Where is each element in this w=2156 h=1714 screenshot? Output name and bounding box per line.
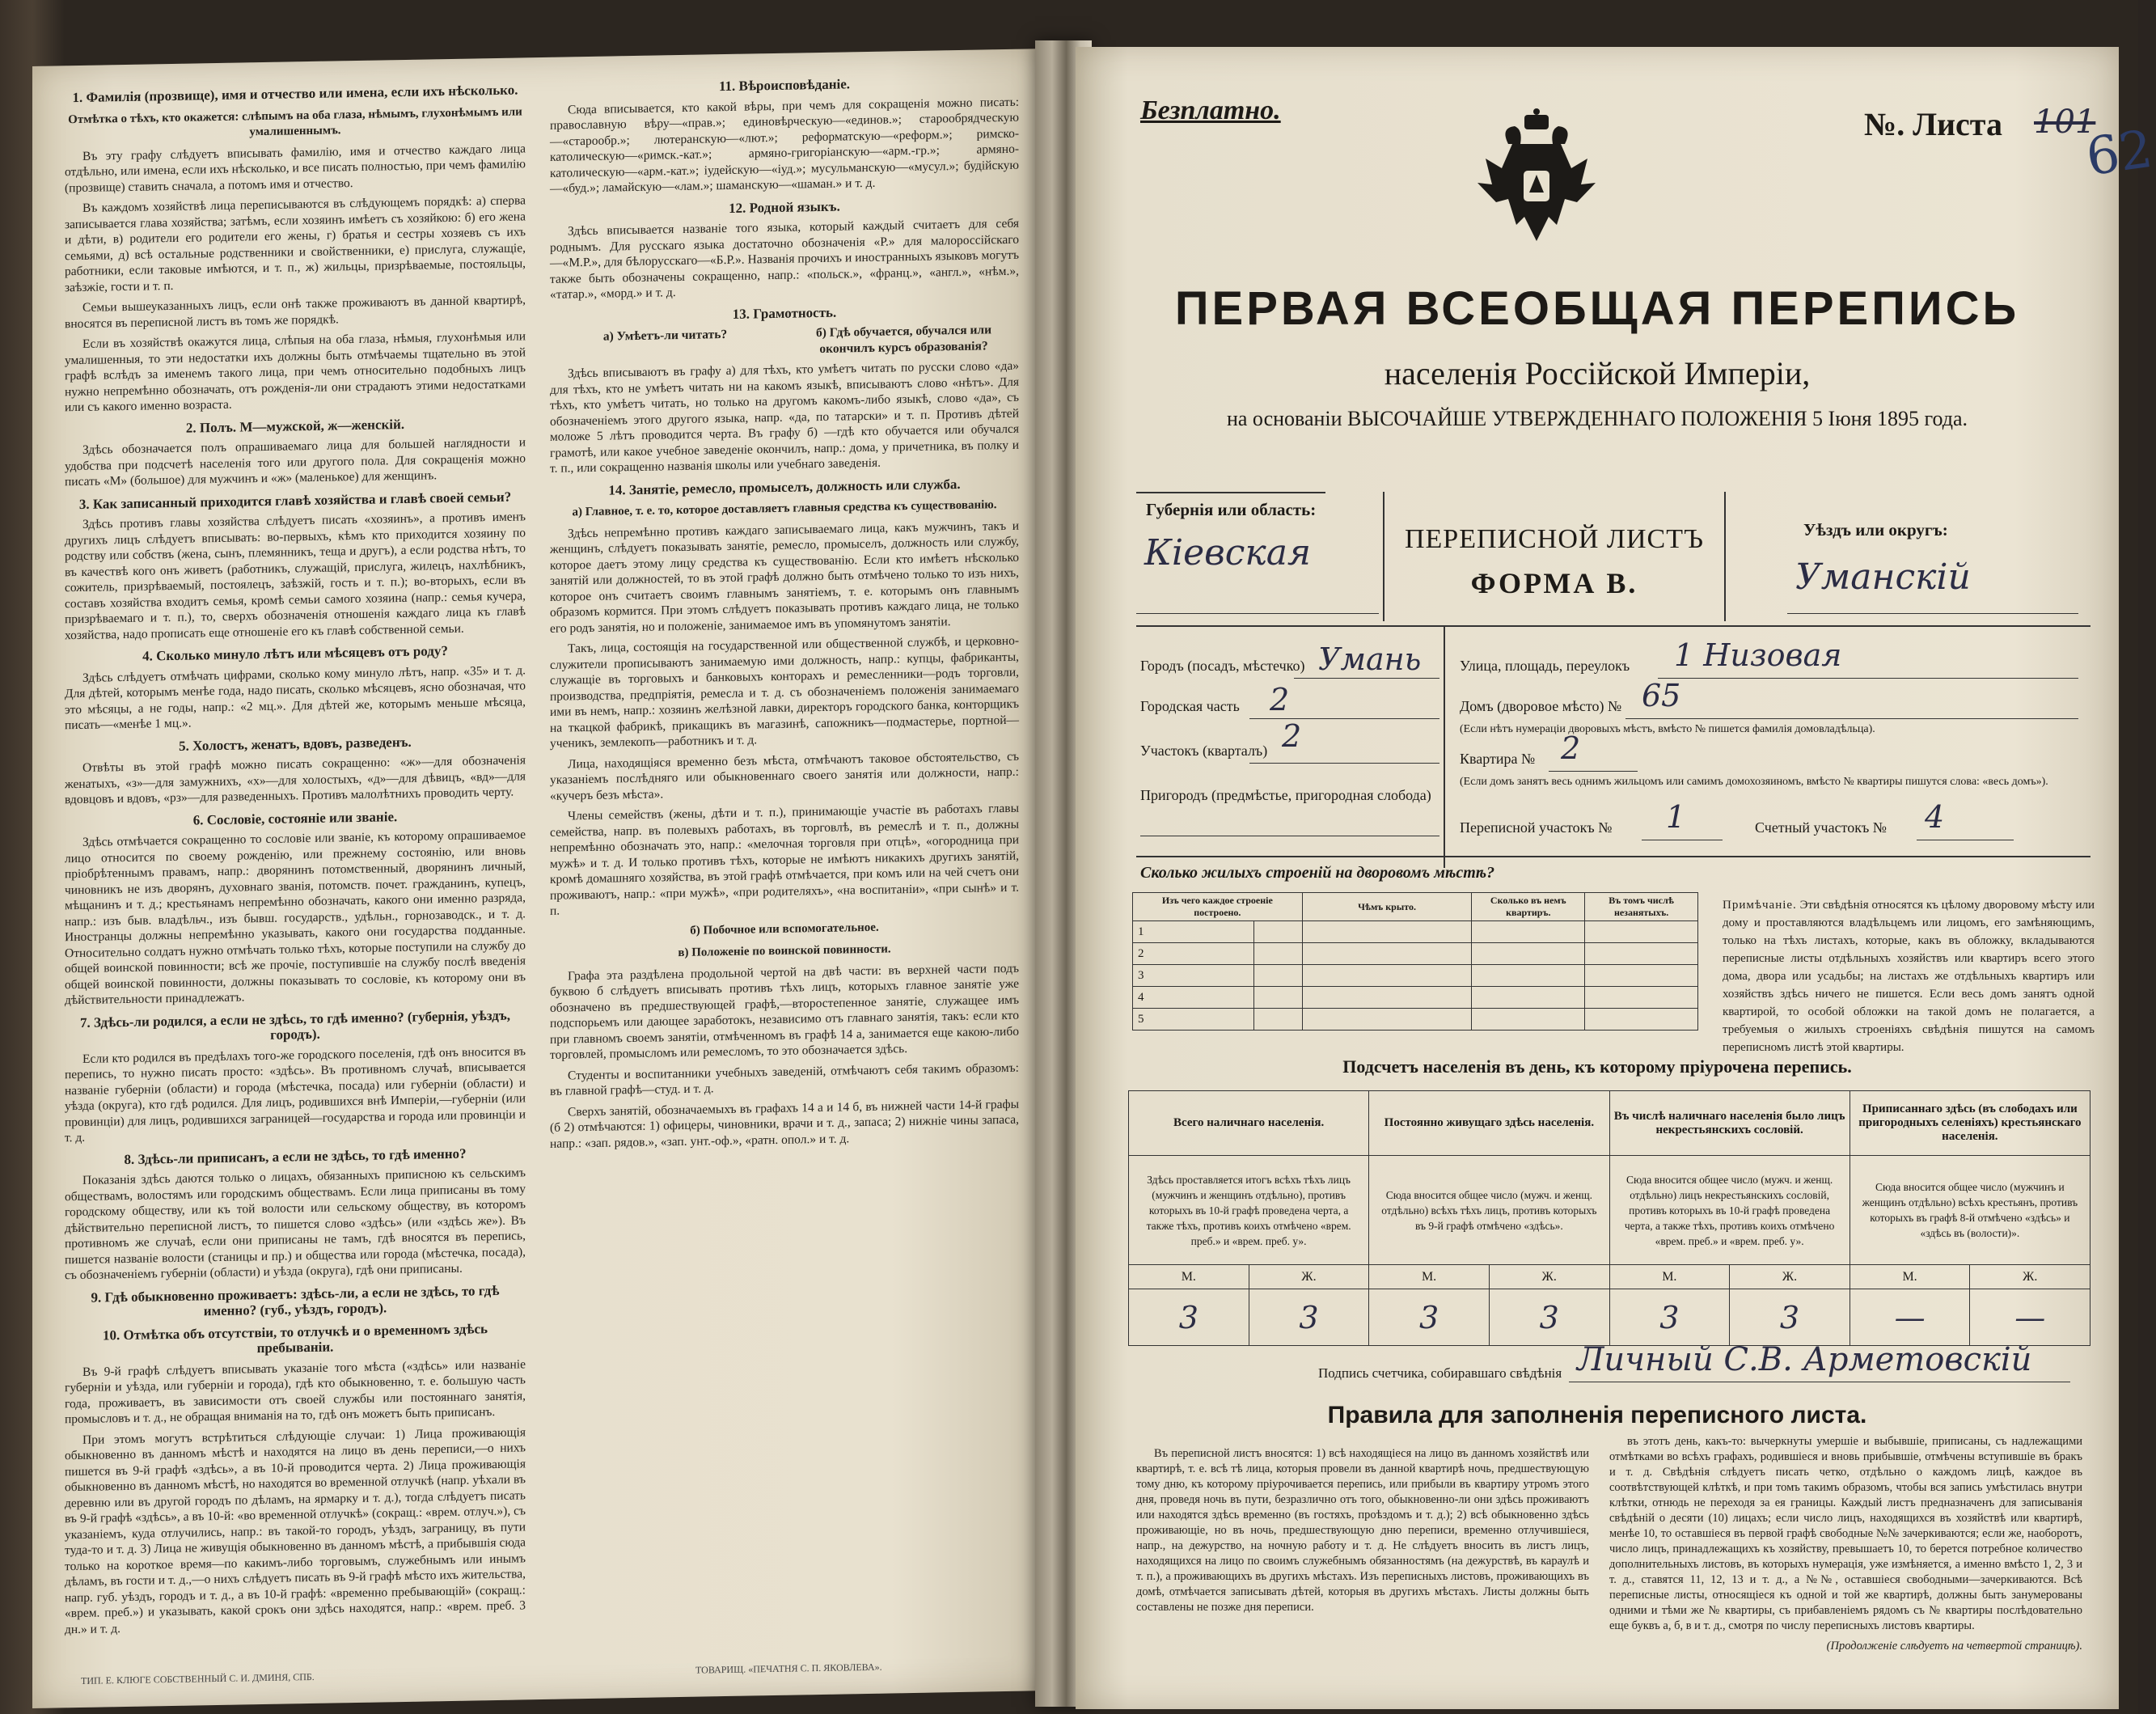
paragraph: Здѣсь вписываютъ въ графу а) для тѣхъ, кто умѣетъ читать по русски слово «да» для тѣхъ, кто не умѣетъ читать ни на какомъ языкѣ, вписываютъ слово «нѣтъ». Для тѣхъ, кто умѣетъ читать, но только на другомъ какомъ-либо языкѣ, слово «да», съ обозначеніемъ этого другого языка, напр. «да, по татарски» и т. п. Противъ дѣтей моложе 5 лѣтъ проводится черта. Въ графу б) —гдѣ кто обучается или обучался грамотѣ, или какое учебное заведеніе окончилъ, напр.: дома, у причетника, въ полку и т. п., или сокращенно названія школы или учебнаго заведенія. — [550, 358, 1019, 476]
section-14a-heading: а) Главное, т. е. то, которое доставляетъ главныя средства къ существованію. — [572, 498, 997, 519]
note-text: Эти свѣдѣнія относятся къ цѣлому дворовому мѣсту или дому и проставляются владѣльцемъ или лицомъ, его замѣняющимъ, только на тѣхъ листахъ, которые, какъ въ обложку, вкладываются переписные листы отдѣльныхъ хозяйствъ или квартиръ всего этого дома, двора или усадьбы; на листахъ же отдѣльныхъ квартиръ или хозяйствъ здѣсь ничего не пишется. Если весь домъ занятъ одной квартирой, то особой обложки на такой домъ не полагается, а требуемыя о жилыхъ строеніяхъ свѣдѣнія пишутся на самомъ переписномъ листѣ этой квартиры. — [1723, 899, 2095, 1054]
count-header: Въ числѣ наличнаго населенія было лицъ некрестьянскихъ сословій. — [1609, 1091, 1850, 1156]
count-area-value: 4 — [1925, 799, 1945, 835]
paragraph: Графа эта раздѣлена продольной чертой на двѣ части: въ верхней части подъ буквою б слѣдуетъ вписывать противъ тѣхъ лицъ, которыхъ главное занятіе уже обозначено въ предшествующей графѣ,—второстепенное занятіе, служащее имъ подспорьемъ или дающее заработокъ, независимо отъ главнаго занятія, такъ: если кто при главномъ своемъ занятіи, отмѣченномъ въ графѣ 14 а, занимается еще какою-либо торговлей, промысломъ или ремесломъ, то это обозначается здѣсь. — [550, 961, 1019, 1062]
count-value-peasant-male: — — [1850, 1289, 1970, 1346]
uezd-value: Уманскій — [1795, 557, 1971, 598]
count-sub-header: Ж. — [1249, 1265, 1369, 1289]
note-title: Примѣчаніе. — [1723, 899, 1797, 912]
city-part-value: 2 — [1270, 682, 1290, 717]
buildings-note — [1723, 896, 2095, 1056]
section-12-heading: 12. Родной языкъ. — [729, 198, 840, 216]
rules-title: Правила для заполненія переписного листа. — [1327, 1402, 1867, 1428]
paragraph: Такъ, лица, состоящія на государственной или общественной службѣ, и церковно-служители прописываютъ занимаемую ими должность, напр.: купцы, фабриканты, служащіе въ торговыхъ и банковыхъ конторахъ и ремесленники—родъ торговли, производства, предпріятія, ремесла и т. д. съ обозначеніемъ положенія занимаемаго ими въ немъ, напр.: хозяинъ желѣзной лавки, директоръ городского банка, конторщикъ на ткацкой фабрикѣ, прикащикъ въ магазинѣ, сапожникъ—подмастерье, портной—ученикъ, землекопъ—работникъ и т. д. — [550, 633, 1019, 751]
buildings-table — [1132, 892, 1698, 1031]
section-10-heading: 10. Отмѣтка объ отсутствіи, то отлучкѣ и о временномъ здѣсь пребываніи. — [103, 1320, 488, 1356]
paragraph: Въ каждомъ хозяйствѣ лица переписываются въ слѣдующемъ порядкѣ: а) сперва записывается глава хозяйства; затѣмъ, если хозяинъ имѣетъ съ хозяйкою: б) его жена и дѣти, в) родители его родители его жены, г) братья и сестры хозяевъ съ ихъ семьями, д) всѣ остальные родственники и свойственники, е) прислуга, служащіе, работники, если таковые имѣются, и т. п., ж) жильцы, призрѣваемые, постояльцы, заѣзжіе, гости и т. п. — [65, 193, 526, 294]
count-sub-header: Ж. — [1489, 1265, 1609, 1289]
form-title-line-1: ПЕРЕПИСНОЙ ЛИСТЪ — [1404, 524, 1704, 554]
count-header: Постоянно живущаго здѣсь населенія. — [1369, 1091, 1609, 1156]
rules-paragraph: въ этотъ день, какъ-то: вычеркнуты умершіе и выбывшіе, приписаны, съ надлежащими отмѣтками во всѣхъ графахъ, родившіеся и вновь прибывшіе, отмѣчены вступившіе въ бракъ и т. д. Свѣдѣнія слѣдуетъ писать четко, отдѣльно о каждомъ лицѣ, каждое въ соотвѣтствующей клѣткѣ, и при томъ такимъ образомъ, чтобы вся запись умѣстилась внутри клѣтки, отнюдь не переходя за ея границы. Каждый листъ предназначенъ для записыванія свѣдѣній о десяти (10) лицахъ; если число лицъ, находящихся въ хозяйствѣ или квартирѣ, менѣе 10, то оставшіеся въ первой графѣ свободные №№ зачеркиваются; если же, наоборотъ, число лицъ, принадлежащихъ къ хозяйству, превышаетъ 10, то берется потребное количество дополнительныхъ листовъ, въ которыхъ нумерація, уже измѣняется, а именно вмѣсто 1, 2, 3 и т. д., ставятся 11, 12, 13 и т. д., а №№, оставшіеся свободными—зачеркиваются. Всѣ переписные листы, относящіеся къ одной и той же квартирѣ, должны быть занумерованы одними и тѣми же № квартиры, съ прибавленіемъ рядомъ съ № квартиры послѣдовательно еще буквъ а, б, в и т. д., смотря по числу переписныхъ листовъ квартиры. — [1609, 1435, 2082, 1632]
count-value-permanent-male: 3 — [1369, 1289, 1490, 1346]
house-value: 65 — [1642, 678, 1681, 713]
paragraph: Сюда вписывается, кто какой вѣры, при чемъ для сокращенія можно писать: православную вѣру—«прав.»; единовѣрческую—«единов.»; старообрядческую—«старообр.»; лютеранскую—«лют.»; реформатскую—«реформ.»; римско-католическую—«римск.-кат.»; армяно-григоріанскую—«арм.-гр.»; армяно-католическую—«арм.-кат.»; іудейскую—«іуд.»; мусульманскую—«мусул.»; будійскую—«буд.»; ламайскую—«лам.»; шаманскую—«шаман.» и т. д. — [550, 95, 1019, 196]
district-label: Участокъ (кварталъ) — [1140, 743, 1268, 759]
buildings-header: Чѣмъ крыто. — [1302, 893, 1472, 921]
legal-basis: на основаніи ВЫСОЧАЙШЕ УТВЕРЖДЕННАГО ПОЛОЖЕНІЯ 5 Іюня 1895 года. — [1226, 407, 1968, 430]
district-value: 2 — [1282, 718, 1302, 754]
city-part-label: Городская часть — [1140, 698, 1240, 714]
paragraph: Здѣсь слѣдуетъ отмѣчать цифрами, сколько кому минуло лѣтъ, напр. «35» и т. д. Для дѣтей, которымъ менѣе года, надо писать, сколько мѣсяцевъ, ясно обозначая, что это мѣсяцы, а не годы, напр.: «2 мц.». Для дѣтей же, которымъ меньше мѣсяца, писать—«менѣе 1 мц.». — [65, 662, 526, 733]
count-sub-header: М. — [1129, 1265, 1249, 1289]
section-2-heading: 2. Полъ. М—мужской, ж—женскій. — [185, 416, 405, 436]
paragraph: Здѣсь отмѣчается сокращенно то сословіе или званіе, къ которому опрашиваемое лицо относится по своему рожденію, или прежнему состоянію, или вновь пріобрѣтеннымъ правамъ, напр.: дворянинъ потомственный, дворянинъ личный, чиновникъ не изъ дворянъ, духовнаго званія, потомств. почет. гражданинъ, купецъ, мѣщанинъ и т. д.; крестьянамъ непремѣнно обозначать, какого они именно разряда, напр.: изъ быв. владѣльч., изъ бывш. государств., удѣльн., горнозаводск., и т. д. Иностранцы должны непремѣнно указывать, какого они государства подданные. Относительно солдатъ нужно отмѣчать только тѣхъ, которые поступили на службу до общей воинской повинности; всѣ же прочіе, поступившіе на службу послѣ введенія общей воинской повинности, должны показывать то сословіе, къ которому они въ дѣйствительности принадлежатъ. — [65, 827, 526, 1008]
section-3-heading: 3. Как записанный приходится главѣ хозяйства и главѣ своей семьи? — [78, 489, 512, 512]
flat-value: 2 — [1561, 730, 1581, 766]
paragraph: Отвѣты въ этой графѣ можно писать сокращенно: «ж»—для обозначенія женатыхъ, «з»—для замужнихъ, «х»—для холостыхъ, «д»—для дѣвицъ, «вд»—для вдовцовъ и вдовъ, «рз»—для разведенныхъ. Противъ малолѣтнихъ проводить черту. — [65, 753, 526, 807]
printer-imprint: ТИП. Е. КЛЮГЕ СОБСТВЕННЫЙ С. И. ДМИНЯ, СПБ. — [81, 1670, 315, 1686]
section-14-heading: 14. Занятіе, ремесло, промыселъ, должность или служба. — [608, 476, 961, 498]
section-11-heading: 11. Вѣроисповѣданіе. — [718, 76, 851, 95]
sheet-number-label: №. Листа — [1864, 106, 2002, 142]
count-note: Сюда вносится общее число (мужч. и женщ. отдѣльно) лицъ некрестьянскихъ сословій, противъ которыхъ въ 10-й графѣ проведена черта, а также тѣхъ, противъ коихъ отмѣчено «врем. преб.» и «врем. преб. у». — [1609, 1156, 1850, 1265]
count-note: Сюда вносится общее число (мужч. и женщ. отдѣльно) всѣхъ тѣхъ лицъ, противъ которыхъ въ 9-й графѣ отмѣчено «здѣсь». — [1369, 1156, 1609, 1265]
count-value-nonpeasant-male: 3 — [1609, 1289, 1730, 1346]
left-column-2 — [550, 67, 1019, 1157]
count-note: Здѣсь проставляется итогъ всѣхъ тѣхъ лицъ (мужчинъ и женщинъ отдѣльно), противъ которыхъ въ 10-й графѣ проведена черта, а также тѣхъ, противъ коихъ отмѣчено «врем. преб.» и «врем. преб. у». — [1129, 1156, 1369, 1265]
count-note: Сюда вносится общее число (мужчинъ и женщинъ отдѣльно) всѣхъ крестьянъ, противъ которыхъ въ графѣ 8-й отмѣчено «здѣсь» и «здѣсь въ (волости)». — [1850, 1156, 2090, 1265]
paragraph: Въ 9-й графѣ слѣдуетъ вписывать указаніе того мѣста («здѣсь» или названіе губерніи и уѣзда, или губерніи и города), гдѣ кто обыкновенно, т. е. большую часть года, проживаетъ, въ зависимости отъ своей службы или постояннаго занятія, промысловъ и т. д., не обращая вниманія на то, гдѣ онъ можетъ быть приписанъ. — [65, 1356, 526, 1427]
left-page — [32, 49, 1043, 1708]
section-14c-heading: в) Положеніе по воинской повинности. — [678, 942, 891, 960]
signature-label: Подпись счетчика, собиравшаго свѣдѣнія — [1318, 1365, 1562, 1381]
paragraph: Лица, находящіяся временно безъ мѣста, отмѣчаютъ таковое обстоятельство, съ указаніемъ послѣдняго или обыкновеннаго своего занятія или должности, напр.: «кучеръ безъ мѣста». — [550, 749, 1019, 803]
section-1-heading: 1. Фамилія (прозвище), имя и отчество или имена, если ихъ нѣсколько. — [72, 82, 518, 106]
buildings-row-number: 1 — [1133, 921, 1254, 943]
printer-imprint: ТОВАРИЩ. «ПЕЧАТНЯ С. П. ЯКОВЛЕВА». — [695, 1661, 882, 1676]
section-4-heading: 4. Сколько минуло лѣтъ или мѣсяцевъ отъ роду? — [142, 643, 448, 664]
count-sub-header: М. — [1369, 1265, 1490, 1289]
street-value: 1 Низовая — [1674, 637, 1842, 673]
paragraph: Въ эту графу слѣдуетъ вписывать фамилію, имя и отчество каждаго лица отдѣльно, или имена, если ихъ нѣсколько, и все писать полностью, при чемъ фамилію (прозвище) ставить сначала, а потомъ имя и отчество. — [65, 141, 526, 195]
house-note: (Если нѣтъ нумераціи дворовыхъ мѣстъ, вмѣсто № пишется фамилія домовладѣльца). — [1460, 723, 1875, 735]
free-label: Безплатно. — [1140, 95, 1281, 125]
document-subtitle: населенія Россійской Имперіи, — [1384, 355, 1811, 391]
paragraph: Здѣсь непремѣнно противъ каждаго записываемаго лица, какъ мужчинъ, такъ и женщинъ, слѣдуетъ показывать занятіе, ремесло, промыселъ, должность или службу, которое даетъ этому лицу средства къ существованію. Если кто имѣетъ нѣсколько занятій или должностей, то въ этой графѣ должно быть отмѣчено только то изъ нихъ, которое онъ считаетъ своимъ главнымъ занятіемъ, т. е. которымъ онъ главнымъ образомъ кормится. При этомъ слѣдуетъ показывать противъ каждаго лица, не только его родъ занятія, но и положеніе, занимаемое имъ въ упомянутомъ занятіи. — [550, 518, 1019, 636]
paragraph: Если въ хозяйствѣ окажутся лица, слѣпыя на оба глаза, нѣмыя, глухонѣмыя или умалишенныя, то эти недостатки ихъ должны быть отмѣчаемы тщательно въ этой графѣ вслѣдъ за именемъ такого лица, при чемъ относительно подобныхъ лицъ нужно непремѣнно обозначать, отъ рожденія-ли они страдаютъ этими недостатками или съ какого именно возраста. — [65, 329, 526, 415]
paragraph: Семьи вышеуказанныхъ лицъ, если онѣ также проживаютъ въ данной квартирѣ, вносятся въ переписной листъ въ томъ же порядкѣ. — [65, 293, 526, 331]
section-13a-heading: а) Умѣетъ-ли читать? — [602, 328, 728, 344]
signature-value: Личный С.В. Арметовскій — [1577, 1341, 2032, 1378]
city-value: Умань — [1318, 641, 1422, 677]
buildings-row-number: 3 — [1133, 965, 1254, 987]
buildings-row-number: 4 — [1133, 987, 1254, 1009]
street-label: Улица, площадь, переулокъ — [1460, 658, 1630, 674]
paragraph: Показанія здѣсь даются только о лицахъ, обязанныхъ приписною къ сельскимъ обществамъ, волостямъ или городскимъ обществамъ. Если лица приписаны въ тому городскому обществу, или къ той волости или сельскому обществу, въ которомъ дѣйствительно переписной листъ, то пишется слово «здѣсь» (или «здѣсь же»). Въ противномъ же случаѣ, если они приписаны не тамъ, гдѣ вносятся въ перепись, пишется названіе волости (станицы и пр.) и общества или города (мѣстечка, посада), съ обозначеніемъ губерніи (области) и уѣзда (округа), гдѣ они приписаны. — [65, 1166, 526, 1283]
count-sub-header: Ж. — [1730, 1265, 1850, 1289]
section-13b-heading: б) Гдѣ обучается, обучался или окончилъ курсъ образованія? — [815, 323, 992, 356]
sheet-number-value: 101 — [2034, 104, 2096, 141]
section-14b-heading: б) Побочное или вспомогательное. — [690, 920, 879, 937]
population-count-table — [1128, 1090, 2090, 1346]
document-title: ПЕРВАЯ ВСЕОБЩАЯ ПЕРЕПИСЬ — [1174, 282, 2020, 335]
census-area-label: Переписной участокъ № — [1460, 819, 1613, 836]
census-area-value: 1 — [1666, 799, 1686, 835]
paragraph: Здѣсь противъ главы хозяйства слѣдуетъ писать «хозяинъ», а противъ именъ другихъ лицъ слѣдуетъ вписывать: во-первыхъ, кѣмъ кто приходится хозяину по родству или собствъ (жена, сынъ, племянникъ, теща и другъ), а если родства нѣтъ, то въ качествѣ кого онъ живетъ (работникъ, служащій, прислуга, жилецъ, нахлѣбникъ, сожитель, призрѣваемый, постоялецъ, заѣзжій, гость и т. п.); во-вторыхъ, если въ составъ хозяйства входитъ семья, кромѣ семьи самого хозяина (напр.: семья кучера, призрѣваемаго и т. п.), то, сверхъ обозначенія отношенія каждаго лица къ главѣ хозяйства, надо прописать еще отношеніе его къ главѣ собственной семьи. — [65, 510, 526, 642]
buildings-question: Сколько жилыхъ строеній на дворовомъ мѣстѣ? — [1140, 864, 1495, 882]
form-title-box — [1383, 492, 1726, 621]
section-8-heading: 8. Здѣсь-ли приписанъ, а если не здѣсь, то гдѣ именно? — [124, 1145, 467, 1167]
section-1-subheading: Отмѣтка о тѣхъ, кто окажется: слѣпымъ на оба глаза, нѣмымъ, глухонѣмымъ или умалишеннымъ. — [68, 104, 522, 139]
left-column-1 — [65, 75, 526, 1642]
suburb-label: Пригородъ (предмѣстье, пригородная слобода) — [1140, 787, 1431, 803]
form-title-line-2: ФОРМА В. — [1470, 567, 1638, 599]
page-number: 62 — [2082, 119, 2156, 188]
count-header: Всего наличнаго населенія. — [1129, 1091, 1369, 1156]
count-value-total-female: 3 — [1249, 1289, 1369, 1346]
buildings-header: Изъ чего каждое строеніе построено. — [1133, 893, 1303, 921]
count-sub-header: М. — [1609, 1265, 1730, 1289]
rules-column-1 — [1136, 1446, 1589, 1620]
flat-note: (Если домъ занятъ весь однимъ жильцомъ или самимъ домохозяиномъ, вмѣсто № квартиры пишутся слова: «весь домъ»). — [1460, 776, 2048, 788]
count-value-permanent-female: 3 — [1489, 1289, 1609, 1346]
right-page — [1076, 47, 2156, 1709]
count-sub-header: М. — [1850, 1265, 1970, 1289]
count-value-peasant-female: — — [1970, 1289, 2090, 1346]
count-header: Приписаннаго здѣсь (въ слободахъ или пригородныхъ селеніяхъ) крестьянскаго населенія. — [1850, 1091, 2090, 1156]
count-value-total-male: 3 — [1129, 1289, 1249, 1346]
count-value-nonpeasant-female: 3 — [1730, 1289, 1850, 1346]
city-label: Городъ (посадъ, мѣстечко) — [1140, 658, 1305, 674]
paragraph: Студенты и воспитанники учебныхъ заведеній, отмѣчаютъ себя такимъ образомъ: въ главной графѣ—студ. и т. д. — [550, 1060, 1019, 1098]
paragraph: Сверхъ занятій, обозначаемыхъ въ графахъ 14 а и 14 б, въ нижней части 14-й графы (б 2) отмѣчаются: 1) офицеры, чиновники, врачи и т. д., запаса; 2) нижніе чины запаса, напр.: «зап. рядов.», «зап. унт.-оф.», «ратн. опол.» и т. д. — [550, 1097, 1019, 1151]
section-13-heading: 13. Грамотность. — [732, 304, 837, 322]
paragraph: Здѣсь обозначается полъ опрашиваемаго лица для большей наглядности и удобства при подсчетѣ населенія того или другого пола. Для сокращенія можно писать «М» (большое) для мужчинъ и «ж» (маленькое) для женщинъ. — [65, 435, 526, 489]
count-sub-header: Ж. — [1970, 1265, 2090, 1289]
count-title: Подсчетъ населенія въ день, къ которому пріурочена перепись. — [1342, 1056, 1852, 1077]
house-label: Домъ (дворовое мѣсто) № — [1460, 698, 1622, 714]
paragraph: При этомъ могутъ встрѣтиться слѣдующіе случаи: 1) Лица проживающія обыкновенно въ данномъ мѣстѣ и находятся на лицо въ день переписи,—о нихъ пишется въ 9-й графѣ «здѣсь», а въ 10-й проводится черта. 2) Лица проживающія обыкновенно въ данномъ мѣстѣ, но находятся во временной отлучкѣ (напр. уѣхали въ деревню или въ другой городъ по дѣламъ, на ярмарку и т. д.), тогда слѣдуетъ писать въ 9-й графѣ «здѣсь», а въ 10-й: «во временной отлучкѣ» (сокращ.: «врем. отлуч.»), съ указаніемъ, куда отлучились, напр.: въ такой-то городъ, уѣздъ, заграницу, въ пути туда-то и т. д. 3) Лица не живущія обыкновенно въ данномъ мѣстѣ, а прибывшія сюда только на короткое время—по какимъ-либо торговымъ, служебнымъ или инымъ дѣламъ, въ гости и т. д.,—о нихъ слѣдуетъ писать въ 9-й графѣ мѣсто ихъ жительства, напр. губ. уѣздъ, городъ и т. д., а въ 10-й графѣ: «временно пребывающій» (сокращ.: «врем. преб.») и указывать, какой срокъ они здѣсь находятся, напр.: «врем. преб. 3 дн.» и т. д. — [65, 1424, 526, 1636]
guberniya-label: Губернія или область: — [1136, 492, 1325, 527]
rules-paragraph: Въ переписной листъ вносятся: 1) всѣ находящіеся на лицо въ данномъ хозяйствѣ или квартирѣ, т. е. всѣ тѣ лица, которыя провели въ данной квартирѣ ночь, предшествующую тому дню, къ которому пріурочивается перепись, или прибыли въ квартиру утромъ этого дня, проведя ночь въ пути, безразлично отъ того, обыкновенно-ли они здѣсь проживаютъ или находятся здѣсь временно (въ гостяхъ, проѣздомъ и т. д.); 2) всѣ обыкновенно здѣсь проживающіе, но въ ночь, предшествующую дню переписи, временно отлучившіеся, напр., на дежурство, на ночную работу и т. д. Не слѣдуетъ вносить въ листъ лицъ, находящихся на лицо по своимъ служебнымъ обязанностямъ (на дежурствѣ, въ караулѣ и т. п.), а проживающихъ въ другихъ мѣстахъ. Изъ переписныхъ листовъ, проживающихъ въ домѣ, отмѣчается записывать дѣтей, которыя въ другихъ мѣстахъ. Листы должны быть составлены не позже дня переписи. — [1136, 1447, 1589, 1614]
buildings-row-number: 2 — [1133, 943, 1254, 965]
paragraph: Если кто родился въ предѣлахъ того-же городского поселенія, гдѣ онъ вносится въ перепись, то нужно писать просто: «здѣсь». Въ противномъ случаѣ, вписывается названіе губерніи (области) и города (мѣстечка, посада) или губерніи (области) и уѣзда (округа), кто гдѣ родился. Для лицъ, родившихся внѣ Имперіи,—губерніи (или провинціи) для лицъ, родившихся заграницей—государства и города или провинціи и т. д. — [65, 1043, 526, 1145]
uezd-label: Уѣздъ или округъ: — [1803, 520, 1948, 540]
double-headed-eagle-emblem-icon — [1476, 112, 1597, 249]
section-6-heading: 6. Сословіе, состояніе или званіе. — [192, 808, 398, 828]
paragraph: Члены семействъ (жены, дѣти и т. п.), принимающіе участіе въ работахъ главы семейства, напр. въ полевыхъ работахъ, въ торговлѣ, въ ремеслѣ и т. п., должны непремѣнно обозначать это, напр.: «мелочная торговля при отцѣ», «огородница при мужѣ» и т. д. И только противъ тѣхъ, которые не имѣютъ никакихъ другихъ занятій, кромѣ домашняго хозяйства, въ этой графѣ отмѣчается, при комъ или на чей счетъ они проживаютъ, напр.: «при мужѣ», «при родителяхъ», «на воспитаніи», «при сынѣ» и т. п. — [550, 801, 1019, 918]
section-7-heading: 7. Здѣсь-ли родился, а если не здѣсь, то гдѣ именно? (губернія, уѣздъ, городъ). — [79, 1007, 511, 1043]
guberniya-value: Кіевская — [1144, 532, 1312, 573]
buildings-header: Въ томъ числѣ незанятыхъ. — [1585, 893, 1698, 921]
buildings-header: Сколько въ немъ квартиръ. — [1472, 893, 1585, 921]
count-area-label: Счетный участокъ № — [1755, 819, 1887, 836]
paragraph: Здѣсь вписывается названіе того языка, который каждый считаетъ для себя роднымъ. Для русскаго языка достаточно обозначенія «Р.» для малороссійскаго—«М.Р.», для бѣлорусскаго—«Б.Р.». Названія прочихъ и иностранныхъ языковъ могутъ также быть обозначены сокращенно, напр.: «польск.», «франц.», «англ.», «нѣм.», «татар.», «морд.» и т. д. — [550, 216, 1019, 302]
rules-column-2 — [1609, 1434, 2082, 1654]
section-9-heading: 9. Гдѣ обыкновенно проживаетъ: здѣсь-ли, а если не здѣсь, то гдѣ именно? (губ., уѣздъ, городъ). — [91, 1282, 500, 1319]
section-5-heading: 5. Холостъ, женатъ, вдовъ, разведенъ. — [179, 734, 412, 754]
rules-continued: (Продолженіе слѣдуетъ на четвертой страницѣ). — [1826, 1640, 2082, 1653]
flat-label: Квартира № — [1460, 751, 1536, 767]
buildings-row-number: 5 — [1133, 1009, 1254, 1031]
